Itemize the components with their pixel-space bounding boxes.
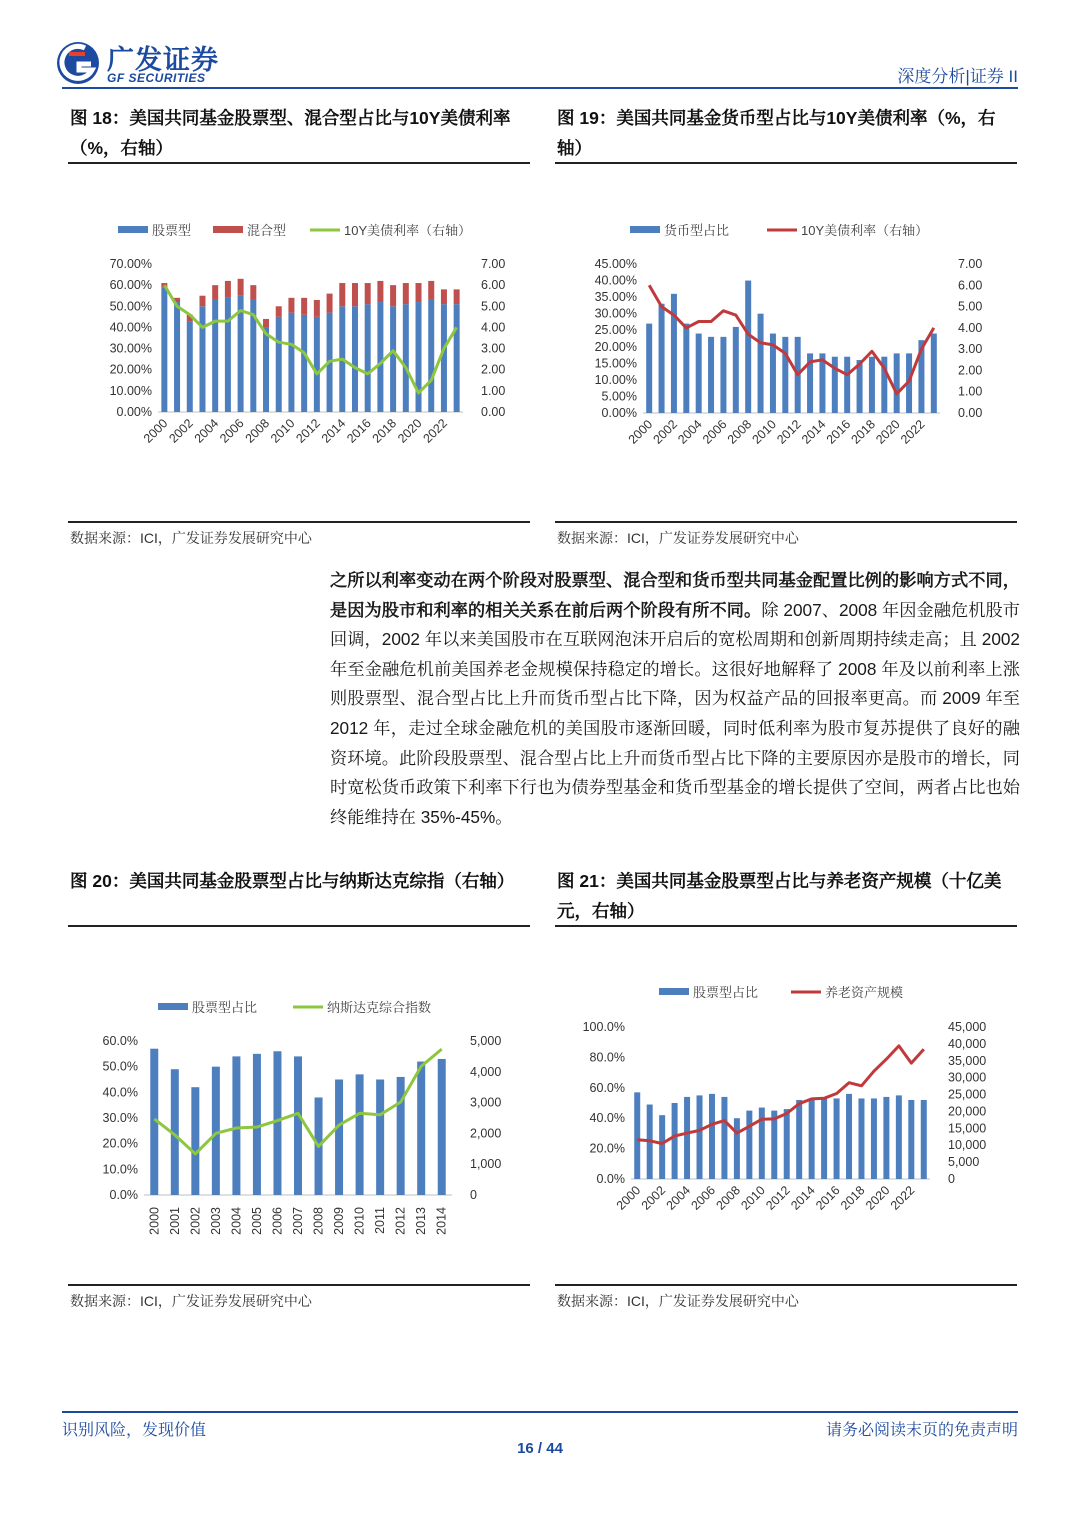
y2-tick-label: 1.00 (958, 384, 983, 399)
bar-main (883, 1097, 889, 1179)
y2-tick-label: 4,000 (470, 1064, 502, 1079)
x-tick-label: 2001 (167, 1207, 182, 1235)
bar-main (746, 1111, 752, 1179)
y-tick-label: 30.00% (594, 306, 637, 321)
y2-tick-label: 1,000 (470, 1157, 502, 1172)
figure-18-source: 数据来源：ICI，广发证券发展研究中心 (70, 530, 312, 546)
bar-mixed (327, 294, 333, 313)
bar-main (161, 287, 167, 412)
bar-mixed (225, 281, 231, 298)
bar-main (697, 1095, 703, 1179)
bar-main (745, 281, 751, 413)
x-tick-label: 2012 (774, 417, 804, 447)
x-tick-label: 2008 (724, 417, 755, 447)
x-tick-label: 2007 (291, 1207, 305, 1235)
y2-tick-label: 0 (948, 1172, 955, 1186)
y-tick-label: 45.00% (594, 257, 637, 271)
x-tick-label: 2002 (166, 416, 196, 446)
x-tick-label: 2006 (688, 1183, 719, 1213)
bar-main (390, 306, 396, 412)
bar-main (314, 317, 320, 412)
y-tick-label: 20.0% (102, 1136, 138, 1151)
bar-main (356, 1074, 364, 1195)
bar-main (646, 324, 652, 413)
legend-label: 股票型占比 (192, 1000, 258, 1015)
x-tick-label: 2000 (147, 1207, 162, 1235)
figure-18-chart (68, 210, 530, 510)
bar-main (846, 1094, 852, 1179)
y-tick-label: 80.0% (589, 1050, 625, 1065)
bar-main (416, 302, 422, 412)
bar-main (696, 334, 702, 413)
x-tick-label: 2006 (270, 1207, 285, 1235)
x-tick-label: 2005 (249, 1207, 264, 1235)
x-tick-label: 2000 (140, 416, 171, 446)
figure-21-bottom-rule (555, 1284, 1017, 1286)
gf-logo (55, 38, 225, 88)
y-tick-label: 30.0% (102, 1111, 138, 1125)
y2-tick-label: 0 (470, 1188, 477, 1202)
x-tick-label: 2014 (318, 416, 349, 446)
y-tick-label: 10.0% (102, 1162, 138, 1177)
y2-tick-label: 0.00 (481, 405, 506, 419)
bar-main (199, 306, 205, 412)
bar-mixed (288, 298, 294, 313)
x-tick-label: 2002 (188, 1207, 203, 1235)
bar-main (441, 304, 447, 412)
bar-mixed (416, 283, 422, 302)
bar-mixed (454, 289, 460, 304)
bar-main (896, 1095, 902, 1179)
x-tick-label: 2008 (311, 1207, 326, 1235)
legend-swatch-bar (213, 226, 243, 233)
y2-tick-label: 1.00 (481, 383, 506, 398)
bar-main (683, 324, 689, 413)
y-tick-label: 40.0% (589, 1111, 625, 1126)
bar-main (809, 1098, 815, 1179)
bar-mixed (212, 285, 218, 300)
legend-label: 股票型 (152, 223, 192, 238)
bar-main (858, 1098, 864, 1179)
y2-tick-label: 2.00 (958, 363, 983, 378)
figure-18-title: 图 18：美国共同基金股票型、混合型占比与10Y美债利率（%，右轴） (70, 108, 511, 158)
y-tick-label: 0.0% (596, 1172, 625, 1186)
x-tick-label: 2006 (217, 416, 247, 446)
x-tick-label: 2004 (191, 416, 222, 446)
bar-main (857, 360, 863, 413)
figure-20-top-rule (68, 925, 530, 927)
x-tick-label: 2016 (813, 1183, 843, 1213)
figure-19-source: 数据来源：ICI，广发证券发展研究中心 (557, 530, 799, 546)
bar-main (191, 1087, 199, 1195)
figure-19-chart (555, 210, 1017, 510)
legend-swatch-bar (659, 988, 689, 995)
legend-label: 养老资产规模 (825, 985, 904, 1000)
legend-swatch-bar (118, 226, 148, 233)
y-tick-label: 60.0% (102, 1034, 138, 1048)
x-tick-label: 2012 (293, 416, 323, 446)
figure-21-top-rule (555, 925, 1017, 927)
y-tick-label: 40.00% (594, 273, 637, 288)
bar-main (684, 1097, 690, 1179)
footer-slogan: 识别风险，发现价值 (62, 1422, 207, 1439)
bar-mixed (365, 283, 371, 304)
paragraph-body: 除 2007、2008 年因金融危机股市回调，2002 年以来美国股市在互联网泡沫开启后的宽松周期和创新周期持续走高；且 2002 年至金融危机前美国养老金规模保持稳定的增长。这很好地解释了 2008 年及以前利率上涨则股票型、混合型占比上升而货币型占比下降，因为权益产品的回报率更高。而 2009 年至 2012 年，走过全球金融危机的美国股市逐渐回暖，同时低利率为股市复苏提供了良好的融资环境。此阶段股票型、混合型占比上升而货币型占比下降的主要原因亦是股市的增长，同时宽松货币政策下利率下行也为债券型基金和货币型基金的增长提供了空间，两者占比也始终能维持在 35%-45%。 (330, 599, 1020, 827)
bar-mixed (428, 281, 434, 300)
y-tick-label: 5.00% (601, 389, 637, 404)
y-tick-label: 0.00% (116, 405, 152, 419)
y2-tick-label: 5.00 (481, 299, 506, 314)
bar-mixed (238, 279, 244, 296)
figure-21-chart (555, 970, 1017, 1240)
x-tick-label: 2018 (369, 416, 400, 446)
bar-main (454, 304, 460, 412)
figure-21-source: 数据来源：ICI，广发证券发展研究中心 (557, 1293, 799, 1309)
bar-mixed (199, 296, 205, 307)
bar-main (335, 1080, 343, 1196)
figure-18-top-rule (68, 162, 530, 164)
bar-main (294, 1056, 302, 1195)
bar-main (187, 321, 193, 412)
bar-main (908, 1100, 914, 1179)
y-tick-label: 40.00% (109, 320, 152, 335)
x-tick-label: 2004 (663, 1183, 694, 1213)
figure-20-title: 图 20：美国共同基金股票型占比与纳斯达克综指（右轴） (70, 871, 515, 891)
bar-mixed (390, 285, 396, 306)
y-tick-label: 60.00% (109, 278, 152, 293)
y-tick-label: 0.00% (601, 406, 637, 420)
figure-20-source: 数据来源：ICI，广发证券发展研究中心 (70, 1293, 312, 1309)
y-tick-label: 100.0% (582, 1020, 625, 1034)
bar-main (709, 1094, 715, 1179)
x-tick-label: 2008 (713, 1183, 744, 1213)
bar-main (821, 1098, 827, 1179)
y-tick-label: 15.00% (594, 356, 637, 371)
bar-main (428, 300, 434, 412)
logo-text-en: GF SECURITIES (107, 71, 206, 85)
y2-tick-label: 25,000 (948, 1087, 987, 1102)
bar-mixed (377, 281, 383, 302)
y-tick-label: 20.0% (589, 1141, 625, 1156)
y2-tick-label: 7.00 (958, 257, 983, 271)
bar-main (659, 304, 665, 413)
bar-main (931, 334, 937, 413)
legend-label: 纳斯达克综合指数 (327, 1000, 432, 1015)
x-tick-label: 2018 (838, 1183, 868, 1213)
x-tick-label: 2003 (208, 1207, 223, 1235)
bar-main (212, 1067, 220, 1195)
report-section: 深度分析|证券 II (897, 67, 1018, 86)
figure-19-top-rule (555, 162, 1017, 164)
y2-tick-label: 45,000 (948, 1020, 987, 1034)
bar-main (417, 1062, 425, 1195)
bar-main (376, 1080, 384, 1196)
bar-main (288, 313, 294, 412)
bar-main (921, 1100, 927, 1179)
x-tick-label: 2010 (738, 1183, 768, 1213)
bar-main (844, 357, 850, 413)
figure-19-bottom-rule (555, 521, 1017, 523)
y2-tick-label: 20,000 (948, 1104, 987, 1119)
bar-main (784, 1109, 790, 1179)
y2-tick-label: 3,000 (470, 1095, 502, 1110)
bar-main (733, 327, 739, 413)
x-tick-label: 2014 (798, 417, 829, 447)
bar-main (403, 304, 409, 412)
bar-mixed (403, 283, 409, 304)
x-tick-label: 2002 (638, 1183, 669, 1213)
bar-main (720, 337, 726, 413)
x-tick-label: 2002 (650, 417, 681, 447)
footer-disclaimer-link[interactable]: 请务必阅读末页的免责声明 (825, 1422, 1018, 1439)
y2-tick-label: 2,000 (470, 1126, 502, 1141)
y2-tick-label: 3.00 (958, 342, 983, 357)
x-tick-label: 2012 (763, 1183, 793, 1213)
x-tick-label: 2006 (699, 417, 730, 447)
paragraph-lead-bold: 之所以利率变动在两个阶段对股票型、混合型和货币型共同基金配置比例的影响方式不同，是因为股市和利率的相关关系在前后两个阶段有所不同。 (330, 570, 1020, 620)
x-tick-label: 2013 (414, 1207, 429, 1235)
y2-tick-label: 6.00 (958, 278, 983, 293)
x-tick-label: 2022 (887, 1183, 918, 1213)
y-tick-label: 35.00% (594, 290, 637, 305)
legend-label: 混合型 (247, 223, 287, 238)
bar-main (671, 294, 677, 413)
bar-main (672, 1103, 678, 1179)
y-tick-label: 10.00% (594, 372, 637, 387)
bar-main (659, 1115, 665, 1179)
bar-mixed (339, 283, 345, 306)
x-tick-label: 2000 (625, 417, 656, 447)
bar-mixed (276, 306, 282, 317)
y2-tick-label: 4.00 (481, 320, 506, 335)
x-tick-label: 2014 (434, 1207, 449, 1235)
x-tick-label: 2010 (352, 1207, 367, 1235)
bar-main (894, 353, 900, 413)
x-tick-label: 2016 (823, 417, 854, 447)
x-tick-label: 2000 (613, 1183, 644, 1213)
x-tick-label: 2020 (862, 1183, 893, 1213)
y-tick-label: 0.0% (109, 1188, 138, 1202)
x-tick-label: 2020 (395, 416, 425, 446)
bar-mixed (441, 289, 447, 304)
bar-mixed (352, 283, 358, 306)
x-tick-label: 2016 (344, 416, 374, 446)
y-tick-label: 50.00% (109, 299, 152, 314)
bar-main (634, 1092, 640, 1179)
bar-mixed (314, 300, 320, 317)
figure-20-bottom-rule (68, 1284, 530, 1286)
legend-label: 货币型占比 (664, 223, 730, 238)
x-tick-label: 2004 (675, 417, 705, 447)
y-tick-label: 40.0% (102, 1085, 138, 1100)
y-tick-label: 20.00% (109, 362, 152, 377)
x-tick-label: 2010 (749, 417, 780, 447)
series-line (637, 1046, 924, 1144)
bar-main (771, 1111, 777, 1179)
y-tick-label: 50.0% (102, 1059, 138, 1074)
y2-tick-label: 40,000 (948, 1036, 987, 1051)
bar-main (276, 317, 282, 412)
x-tick-label: 2011 (373, 1207, 388, 1234)
bar-main (225, 298, 231, 412)
y-tick-label: 60.0% (589, 1080, 625, 1095)
legend-swatch-bar (630, 226, 660, 233)
bar-main (365, 304, 371, 412)
bar-main (721, 1097, 727, 1179)
y2-tick-label: 2.00 (481, 362, 506, 377)
y2-tick-label: 5.00 (958, 299, 983, 314)
bar-main (758, 314, 764, 413)
y-tick-label: 10.00% (109, 383, 152, 398)
bar-main (438, 1059, 446, 1195)
legend-label: 10Y美债利率（右轴） (801, 223, 929, 238)
y2-tick-label: 10,000 (948, 1138, 987, 1153)
x-tick-label: 2018 (848, 417, 879, 447)
bar-main (834, 1098, 840, 1179)
bar-main (263, 327, 269, 412)
bar-main (273, 1051, 281, 1195)
y2-tick-label: 3.00 (481, 341, 506, 356)
bar-main (871, 1098, 877, 1179)
x-tick-label: 2004 (229, 1207, 244, 1235)
footer-divider (62, 1411, 1018, 1413)
x-tick-label: 2014 (788, 1183, 818, 1213)
x-tick-label: 2012 (393, 1207, 408, 1235)
y2-tick-label: 4.00 (958, 320, 983, 335)
y2-tick-label: 15,000 (948, 1121, 987, 1136)
bar-mixed (250, 285, 256, 300)
series-line (649, 285, 934, 394)
x-tick-label: 2020 (873, 417, 903, 447)
bar-main (301, 315, 307, 412)
x-tick-label: 2009 (332, 1207, 347, 1235)
figure-20-chart (68, 985, 530, 1255)
body-paragraph (330, 566, 1020, 832)
bar-main (232, 1056, 240, 1195)
x-tick-label: 2008 (242, 416, 273, 446)
bar-main (796, 1100, 802, 1179)
figure-18-bottom-rule (68, 521, 530, 523)
bar-main (734, 1118, 740, 1179)
gf-logo-icon (55, 40, 101, 86)
header-divider (62, 87, 1018, 89)
y-tick-label: 20.00% (594, 339, 637, 354)
y2-tick-label: 35,000 (948, 1053, 987, 1068)
x-tick-label: 2022 (897, 417, 928, 447)
bar-main (352, 306, 358, 412)
x-tick-label: 2010 (267, 416, 298, 446)
x-tick-label: 2022 (420, 416, 451, 446)
y2-tick-label: 5,000 (470, 1034, 502, 1048)
legend-label: 10Y美债利率（右轴） (344, 223, 472, 238)
bar-mixed (263, 319, 269, 327)
y-tick-label: 70.00% (109, 257, 152, 271)
bar-main (377, 302, 383, 412)
y2-tick-label: 6.00 (481, 278, 506, 293)
bar-main (174, 302, 180, 412)
bar-main (782, 337, 788, 413)
y-tick-label: 25.00% (594, 323, 637, 338)
y2-tick-label: 30,000 (948, 1070, 987, 1085)
bar-mixed (301, 298, 307, 315)
y-tick-label: 30.00% (109, 341, 152, 356)
legend-label: 股票型占比 (693, 985, 759, 1000)
series-line (164, 285, 456, 393)
bar-main (212, 300, 218, 412)
page-number: 16 / 44 (517, 1440, 563, 1457)
y2-tick-label: 5,000 (948, 1155, 980, 1170)
bar-main (869, 357, 875, 413)
y2-tick-label: 7.00 (481, 257, 506, 271)
bar-main (253, 1054, 261, 1195)
figure-19-title: 图 19：美国共同基金货币型占比与10Y美债利率（%，右轴） (557, 108, 996, 158)
logo-text-cn: 广发证券 (107, 45, 219, 75)
legend-swatch-bar (158, 1003, 188, 1010)
figure-21-title: 图 21：美国共同基金股票型占比与养老资产规模（十亿美元，右轴） (557, 871, 1002, 921)
y2-tick-label: 0.00 (958, 406, 983, 420)
bar-main (708, 337, 714, 413)
